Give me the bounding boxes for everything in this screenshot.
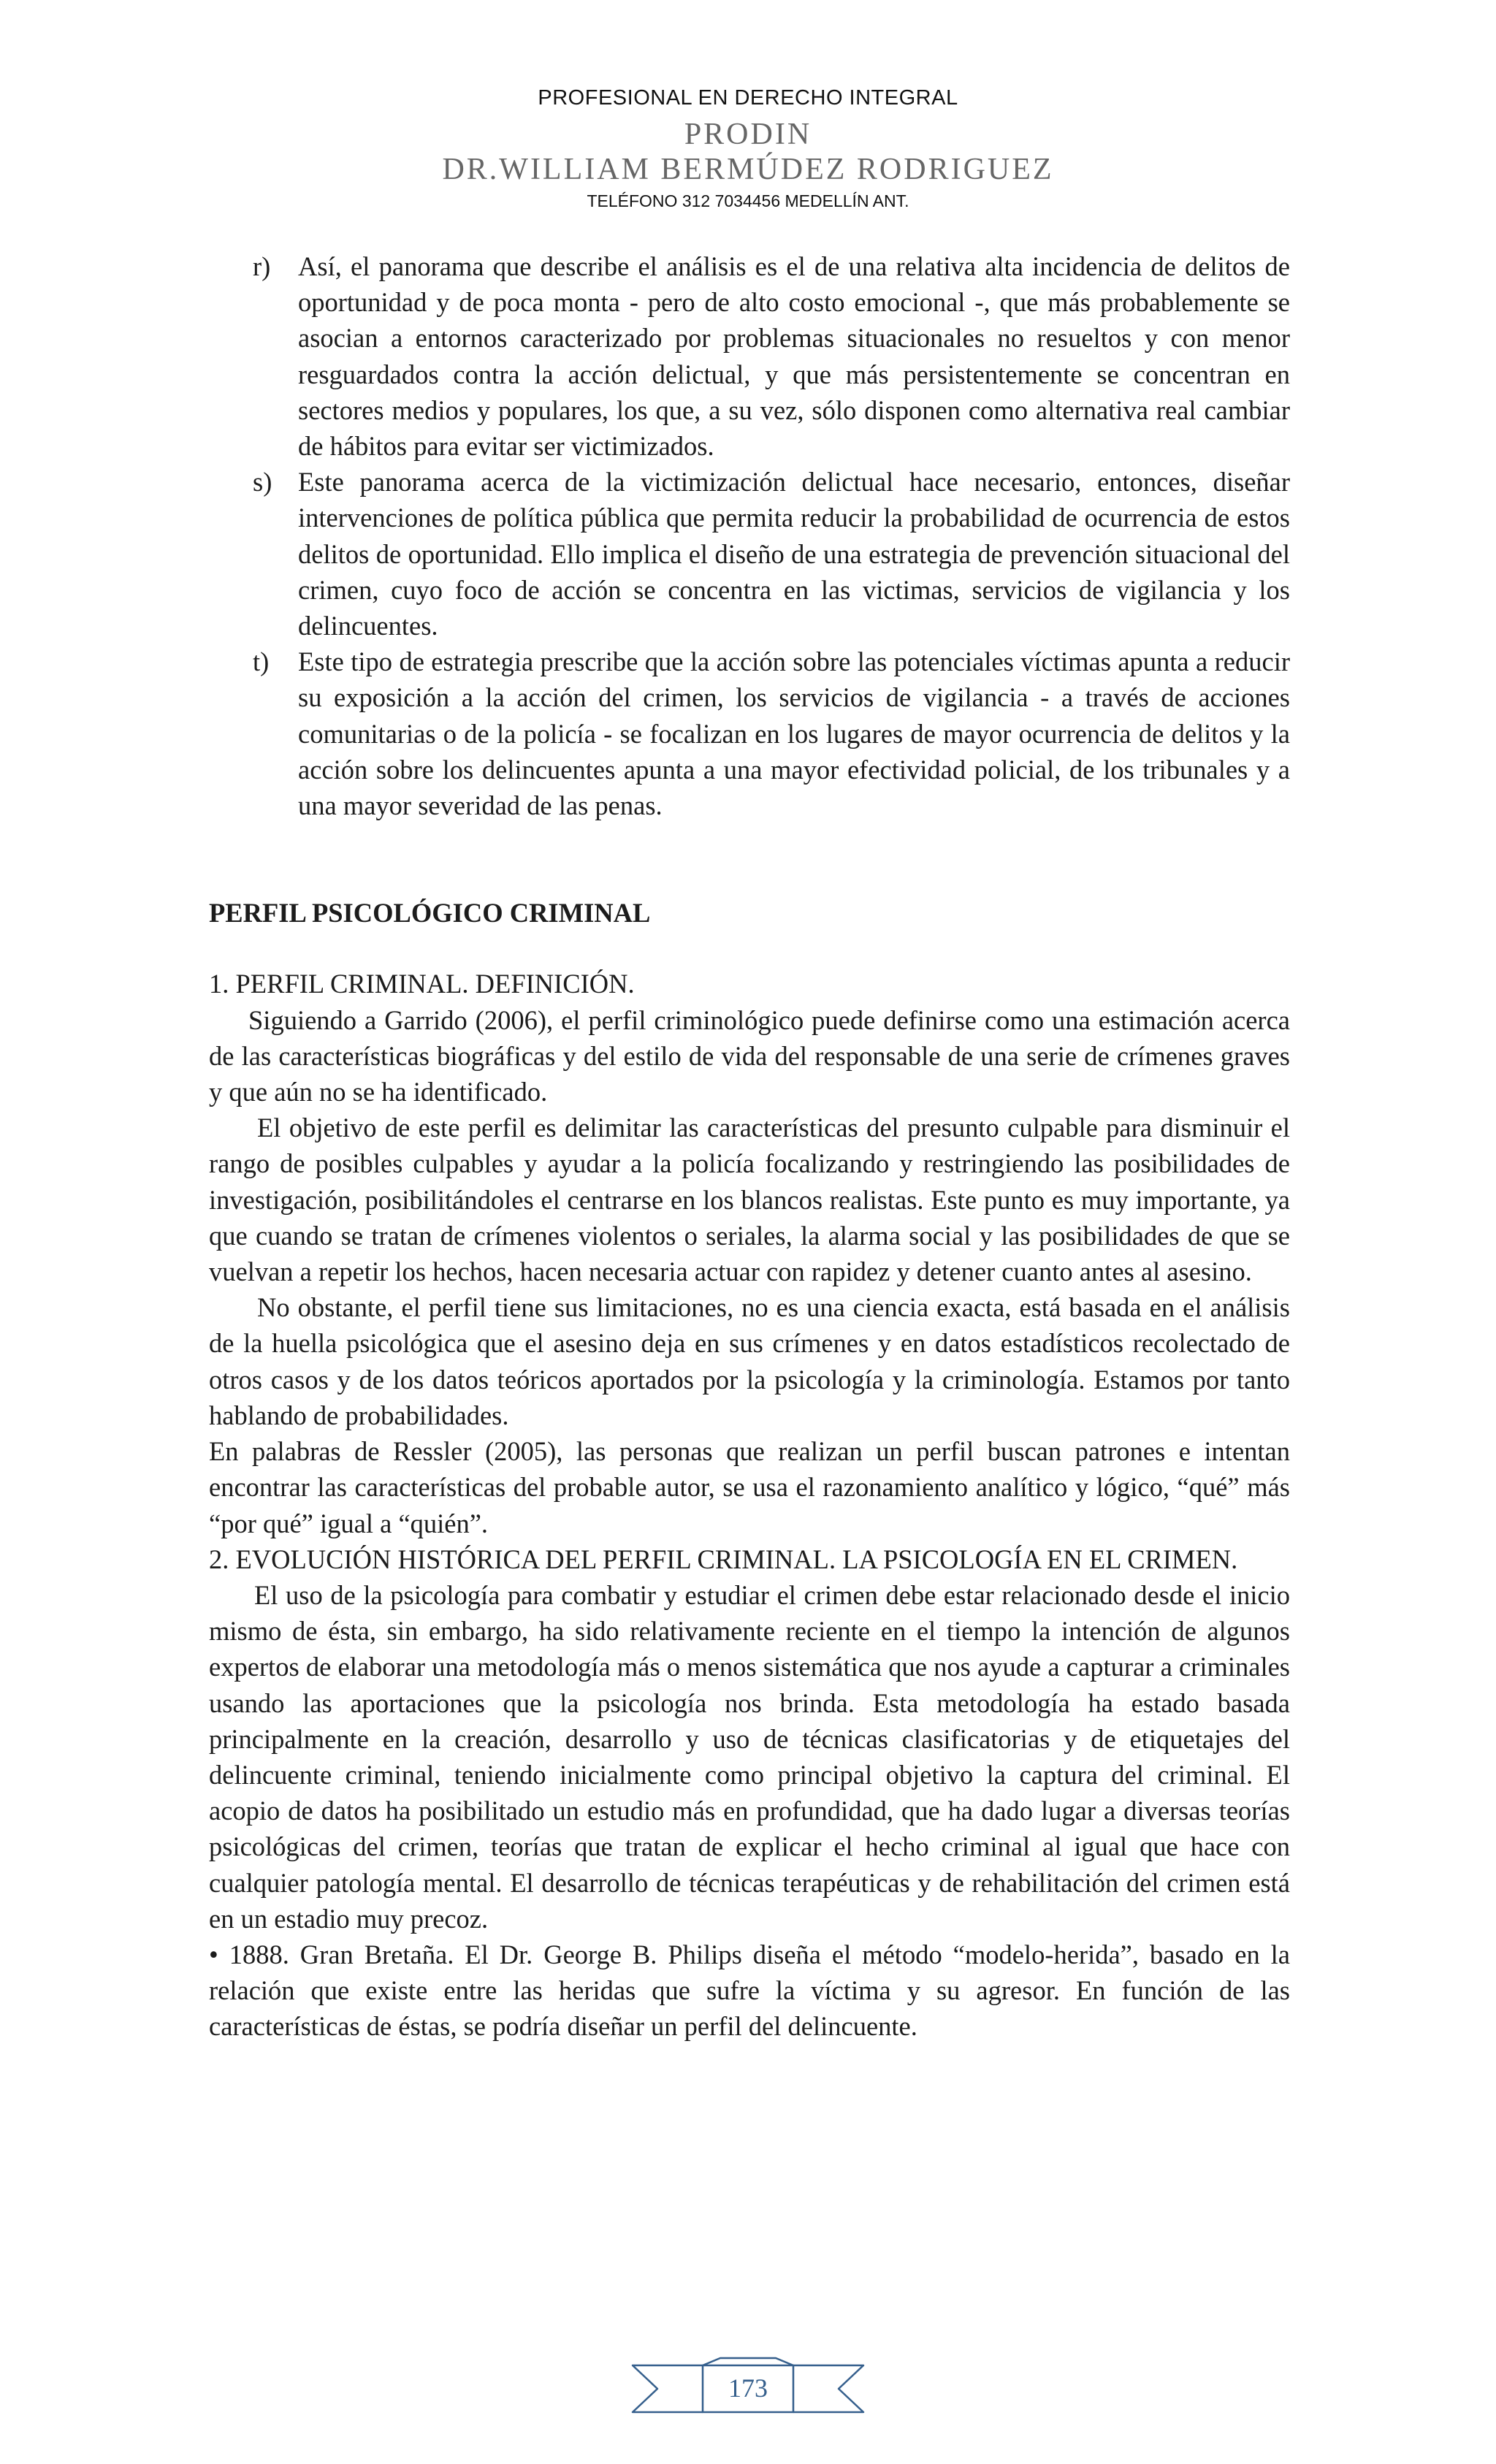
paragraph: Siguiendo a Garrido (2006), el perfil criminológico puede definirse como una estimación acerca de las características biográficas y del estilo de vida del responsable de una serie de crímenes graves y que aún no se ha identificado. xyxy=(209,1004,1290,1107)
header-title: PROFESIONAL EN DERECHO INTEGRAL xyxy=(538,86,958,110)
list-item-text: Así, el panorama que describe el análisis es el de una relativa alta incidencia de delitos de oportunidad y de poca monta - pero de alto costo emocional -, que más probablemente se asocian a entornos caracterizado por problemas situacionales no resueltos y con menor resguardados contra la acción delictual, y que más persistentemente se concentran en sectores medios y populares, los que, a su vez, sólo disponen como alternativa real cambiar de hábitos para evitar ser victimizados. xyxy=(298,251,1290,462)
page-number: 173 xyxy=(728,2373,768,2403)
paragraph: No obstante, el perfil tiene sus limitaciones, no es una ciencia exacta, está basada en el análisis de la huella psicológica que el asesino deja en sus crímenes y en datos estadísticos recolectado de otros casos y de los datos teóricos aportados por la psicología y la criminología. Estamos por tanto hablando de probabilidades. xyxy=(209,1292,1290,1430)
paragraph: En palabras de Ressler (2005), las personas que realizan un perfil buscan patrones e intentan encontrar las características del probable autor, se usa el razonamiento analítico y lógico, “qué” más “por qué” igual a “quién”. xyxy=(209,1436,1290,1538)
list-marker: t) xyxy=(253,646,270,677)
spacer xyxy=(209,931,1290,966)
list-item xyxy=(209,248,1290,464)
bullet-paragraph: • 1888. Gran Bretaña. El Dr. George B. Philips diseña el método “modelo-herida”, basado en la relación que existe entre las heridas que sufre la víctima y su agresor. En función de las características de éstas, se podría diseñar un perfil del delincuente. xyxy=(209,1939,1290,2042)
subsection-heading: 1. PERFIL CRIMINAL. DEFINICIÓN. xyxy=(209,969,635,999)
list-item-text: Este panorama acerca de la victimización delictual hace necesario, entonces, diseñar intervenciones de política pública que permita reducir la probabilidad de ocurrencia de estos delitos de oportunidad. Ello implica el diseño de una estrategia de prevención situacional del crimen, cuyo foco de acción se concentra en las victimas, servicios de vigilancia y los delincuentes. xyxy=(298,467,1290,641)
subsection-heading: 2. EVOLUCIÓN HISTÓRICA DEL PERFIL CRIMINAL. LA PSICOLOGÍA EN EL CRIMEN. xyxy=(209,1544,1238,1574)
header-brand: PRODIN xyxy=(684,118,812,151)
spacer xyxy=(209,823,1290,895)
list-item-text: Este tipo de estrategia prescribe que la acción sobre las potenciales víctimas apunta a reducir su exposición a la acción del crimen, los servicios de vigilancia - a través de acciones comunitarias o de la policía - se focalizan en los lugares de mayor ocurrencia de delitos y la acción sobre los delincuentes apunta a una mayor efectividad policial, de los tribunales y a una mayor severidad de las penas. xyxy=(298,646,1290,821)
section-title: PERFIL PSICOLÓGICO CRIMINAL xyxy=(209,898,651,928)
header-phone: TELÉFONO 312 7034456 MEDELLÍN ANT. xyxy=(587,191,909,210)
page-number-ribbon xyxy=(630,2349,866,2428)
list-marker: s) xyxy=(253,467,272,497)
list-marker: r) xyxy=(253,251,271,281)
header-author-name: DR.WILLIAM BERMÚDEZ RODRIGUEZ xyxy=(442,153,1054,186)
paragraph: El objetivo de este perfil es delimitar las características del presunto culpable para disminuir el rango de posibles culpables y ayudar a la policía focalizando y restringiendo las posibilidades de investigación, posibilitándoles el centrarse en los blancos realistas. Este punto es muy importante, ya que cuando se tratan de crímenes violentos o seriales, la alarma social y las posibilidades de que se vuelvan a repetir los hechos, hacen necesaria actuar con rapidez y detener cuanto antes al asesino. xyxy=(209,1113,1290,1287)
list-item xyxy=(209,644,1290,823)
paragraph: El uso de la psicología para combatir y estudiar el crimen debe estar relacionado desde el inicio mismo de ésta, sin embargo, ha sido relativamente reciente en el tiempo la intención de algunos expertos de elaborar una metodología más o menos sistemática que nos ayude a capturar a criminales usando las aportaciones que la psicología nos brinda. Esta metodología ha estado basada principalmente en la creación, desarrollo y uso de técnicas clasificatorias y de etiquetajes del delincuente criminal, teniendo inicialmente como principal objetivo la captura del criminal. El acopio de datos ha posibilitado un estudio más en profundidad, que ha dado lugar a diversas teorías psicológicas del crimen, teorías que tratan de explicar el hecho criminal al igual que hace con cualquier patología mental. El desarrollo de técnicas terapéuticas y de rehabilitación del crimen está en un estadio muy precoz. xyxy=(209,1579,1290,1934)
list-item xyxy=(209,464,1290,644)
document-body xyxy=(209,248,1290,2045)
